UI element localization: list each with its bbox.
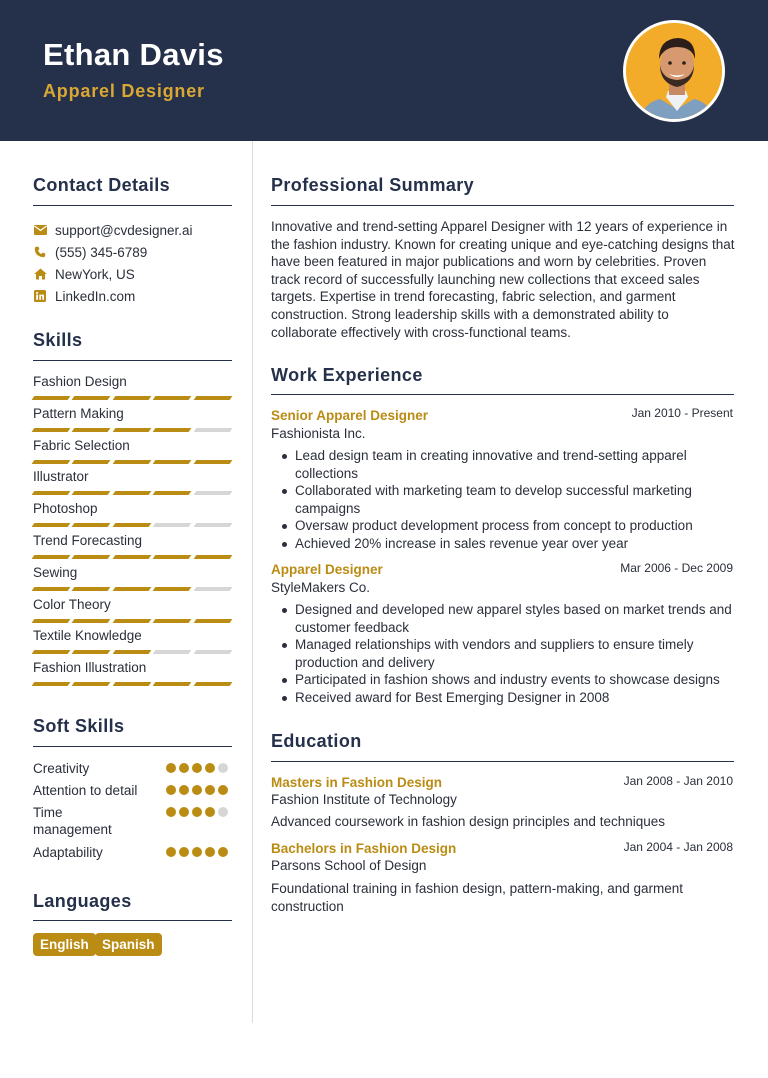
skill-level-segment [32, 460, 71, 464]
skill-level-bar [33, 491, 231, 495]
job-bullets [278, 601, 733, 707]
skill-name: Fashion Design [33, 374, 127, 389]
skill-level-segment [72, 682, 111, 686]
contact-location [33, 265, 135, 283]
experience-section-title: Work Experience [271, 365, 423, 385]
skill-level-segment [153, 587, 192, 591]
job-dates: Mar 2006 - Dec 2009 [620, 561, 733, 575]
skill-level-segment [193, 523, 232, 527]
skill-level-segment [32, 428, 71, 432]
degree-description: Foundational training in fashion design, pattern-making, and garment construction [271, 881, 684, 914]
education-section-title: Education [271, 731, 362, 751]
soft-skills-section-title: Soft Skills [33, 716, 125, 736]
skill-level-segment [72, 491, 111, 495]
skill-level-segment [112, 396, 151, 400]
skill-level-segment [193, 682, 232, 686]
summary-section-title: Professional Summary [271, 175, 475, 195]
skill-level-segment [72, 650, 111, 654]
language-badge-spanish: Spanish [95, 933, 162, 956]
contact-section-title: Contact Details [33, 175, 171, 195]
job-bullet: Oversaw product development process from concept to production [278, 517, 733, 535]
candidate-role: Apparel Designer [43, 81, 205, 101]
soft-skill-rating [166, 763, 228, 773]
degree-description: Advanced coursework in fashion design principles and techniques [271, 814, 665, 829]
soft-skill-rating [166, 785, 228, 795]
soft-skill-name: Time management [33, 805, 112, 837]
contact-linkedin[interactable] [33, 287, 135, 305]
rating-dot [166, 847, 176, 857]
skill-level-segment [72, 555, 111, 559]
skill-level-segment [72, 619, 111, 623]
skill-level-segment [153, 460, 192, 464]
skill-level-segment [193, 555, 232, 559]
job-title: Senior Apparel Designer [271, 408, 429, 423]
soft-skill-name: Attention to detail [33, 783, 138, 798]
soft-skill-rating [166, 807, 228, 817]
skill-name: Textile Knowledge [33, 628, 142, 644]
languages-section-rule [33, 920, 232, 921]
skill-level-segment [32, 587, 71, 591]
skill-name: Photoshop [33, 501, 98, 517]
summary-section-rule [271, 205, 734, 206]
job-bullet: Participated in fashion shows and industry events to showcase designs [278, 671, 733, 689]
skill-level-segment [112, 682, 151, 686]
skill-level-segment [193, 396, 232, 400]
rating-dot [218, 807, 228, 817]
skill-level-segment [32, 555, 71, 559]
rating-dot [192, 763, 202, 773]
envelope-icon [33, 223, 47, 237]
contact-email[interactable] [33, 221, 193, 239]
degree-title: Masters in Fashion Design [271, 775, 443, 790]
rating-dot [179, 785, 189, 795]
job-bullet: Received award for Best Emerging Designer in 2008 [278, 689, 733, 707]
profile-photo [623, 20, 725, 122]
school-name: Fashion Institute of Technology [271, 792, 457, 807]
job-bullet: Collaborated with marketing team to develop successful marketing campaigns [278, 482, 733, 517]
contact-location-text: NewYork, US [55, 266, 135, 282]
rating-dot [166, 785, 176, 795]
rating-dot [166, 763, 176, 773]
resume-header [0, 0, 768, 141]
skill-level-segment [193, 650, 232, 654]
rating-dot [218, 847, 228, 857]
skills-section-title: Skills [33, 330, 83, 350]
summary-text: Innovative and trend-setting Apparel Designer with 12 years of experience in the fashion industry. Known for creating unique and eye-catching designs that have been featured in major publications and worn by celebrities. Proven track record of successfully launching new collections that exceed sales targets. Expertise in trend forecasting, fabric selection, and garment construction. Strong leadership skills with a demonstrated ability to collaborate effectively with cross-functional teams. [271, 219, 735, 340]
job-company: StyleMakers Co. [271, 580, 371, 595]
job-bullet: Managed relationships with vendors and suppliers to ensure timely production and delivery [278, 636, 733, 671]
skill-level-segment [193, 460, 232, 464]
skill-name: Fashion Illustration [33, 660, 147, 676]
skill-level-bar [33, 650, 231, 654]
skill-level-segment [193, 428, 232, 432]
soft-skill-name: Creativity [33, 761, 90, 776]
skill-level-segment [32, 491, 71, 495]
rating-dot [179, 763, 189, 773]
rating-dot [166, 807, 176, 817]
skill-level-bar [33, 555, 231, 559]
rating-dot [192, 785, 202, 795]
rating-dot [205, 847, 215, 857]
skill-level-segment [112, 650, 151, 654]
skill-level-segment [72, 460, 111, 464]
skill-level-segment [112, 587, 151, 591]
skill-level-bar [33, 396, 231, 400]
skill-level-segment [112, 523, 151, 527]
skills-section-rule [33, 360, 232, 361]
experience-section-rule [271, 394, 734, 395]
contact-section-rule [33, 205, 232, 206]
degree-title: Bachelors in Fashion Design [271, 841, 457, 856]
soft-skill-name: Adaptability [33, 845, 103, 860]
skill-level-segment [153, 682, 192, 686]
skill-level-bar [33, 587, 231, 591]
rating-dot [205, 763, 215, 773]
rating-dot [179, 807, 189, 817]
skill-level-segment [153, 491, 192, 495]
skill-level-segment [112, 619, 151, 623]
education-section-rule [271, 761, 734, 762]
skill-level-segment [32, 682, 71, 686]
skill-level-bar [33, 682, 231, 686]
job-bullet: Achieved 20% increase in sales revenue year over year [278, 535, 733, 553]
rating-dot [218, 763, 228, 773]
language-badge-english: English [33, 933, 96, 956]
skill-level-segment [72, 428, 111, 432]
skill-level-segment [112, 460, 151, 464]
skill-level-segment [32, 650, 71, 654]
skill-level-segment [193, 587, 232, 591]
skill-level-bar [33, 460, 231, 464]
degree-dates: Jan 2004 - Jan 2008 [623, 840, 733, 854]
home-icon [33, 267, 47, 281]
soft-skill-rating [166, 847, 228, 857]
rating-dot [192, 847, 202, 857]
job-company: Fashionista Inc. [271, 426, 366, 441]
rating-dot [192, 807, 202, 817]
rating-dot [205, 785, 215, 795]
rating-dot [218, 785, 228, 795]
column-divider [252, 141, 253, 1023]
soft-skills-section-rule [33, 746, 232, 747]
job-bullets [278, 447, 733, 553]
skill-name: Fabric Selection [33, 437, 130, 453]
languages-section-title: Languages [33, 891, 132, 911]
skill-level-segment [72, 523, 111, 527]
skill-level-segment [112, 428, 151, 432]
skill-level-segment [153, 428, 192, 432]
skill-level-segment [72, 396, 111, 400]
skill-level-bar [33, 619, 231, 623]
skill-level-bar [33, 428, 231, 432]
job-bullet: Designed and developed new apparel styles based on market trends and customer feedback [278, 601, 733, 636]
linkedin-icon [33, 289, 47, 303]
contact-phone-text: (555) 345-6789 [55, 244, 148, 260]
skill-level-segment [193, 491, 232, 495]
degree-dates: Jan 2008 - Jan 2010 [623, 774, 733, 788]
skill-level-segment [112, 491, 151, 495]
skill-level-segment [153, 650, 192, 654]
skill-level-segment [32, 619, 71, 623]
contact-email-text: support@cvdesigner.ai [55, 222, 193, 238]
candidate-name: Ethan Davis [43, 37, 224, 72]
skill-level-segment [153, 555, 192, 559]
skill-level-segment [72, 587, 111, 591]
job-title: Apparel Designer [271, 562, 383, 577]
contact-phone[interactable] [33, 243, 147, 261]
skill-level-segment [112, 555, 151, 559]
skill-name: Trend Forecasting [33, 533, 143, 548]
job-dates: Jan 2010 - Present [631, 406, 733, 420]
skill-level-segment [153, 619, 192, 623]
rating-dot [205, 807, 215, 817]
contact-linkedin-text: LinkedIn.com [55, 288, 136, 304]
phone-icon [33, 245, 47, 259]
rating-dot [179, 847, 189, 857]
skill-level-segment [32, 396, 71, 400]
job-bullet: Lead design team in creating innovative and trend-setting apparel collections [278, 447, 733, 482]
skill-level-segment [153, 396, 192, 400]
skill-level-segment [153, 523, 192, 527]
skill-level-bar [33, 523, 231, 527]
school-name: Parsons School of Design [271, 858, 427, 873]
skill-name: Color Theory [33, 596, 111, 612]
skill-name: Pattern Making [33, 405, 124, 421]
skill-level-segment [193, 619, 232, 623]
skill-name: Sewing [33, 564, 78, 580]
skill-name: Illustrator [33, 469, 89, 485]
skill-level-segment [32, 523, 71, 527]
